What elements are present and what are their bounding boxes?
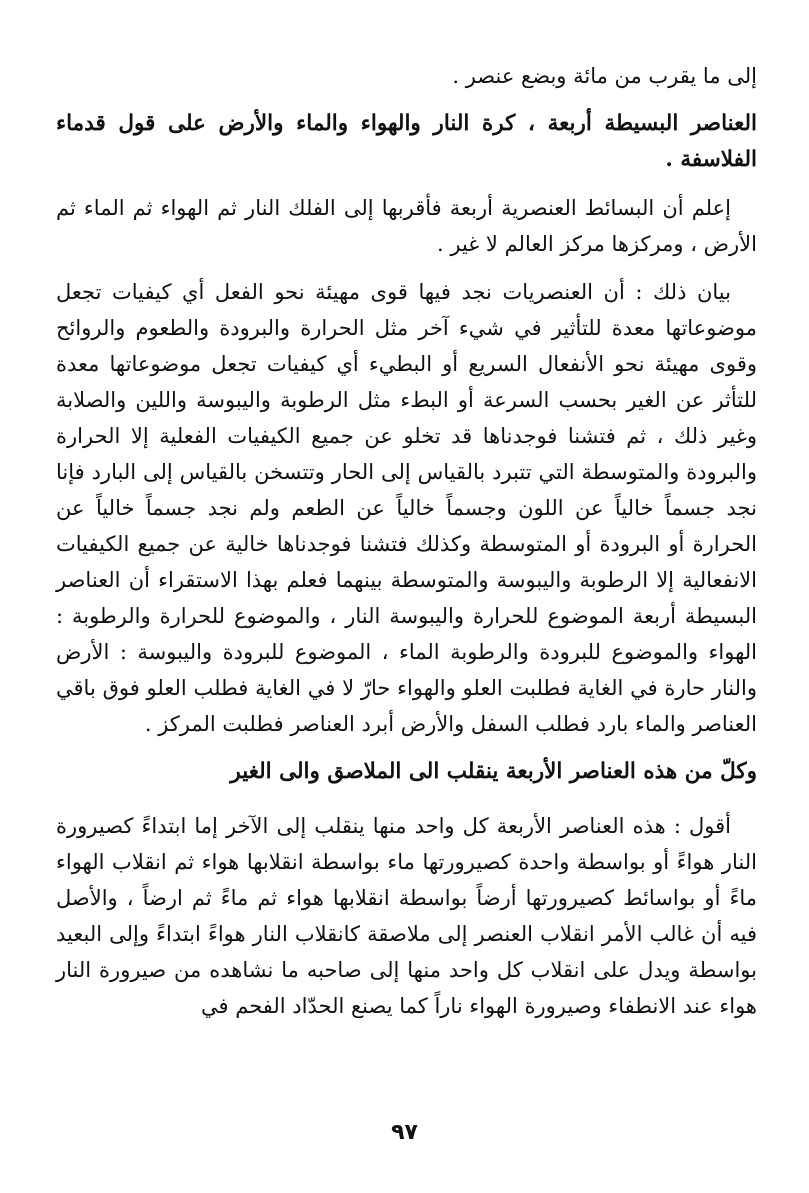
continuation-line: إلى ما يقرب من مائة وبضع عنصر . [452, 64, 757, 88]
section-heading-four-elements: العناصر البسيطة أربعة ، كرة النار والهواء والماء والأرض على قول قدماء الفلاسفة . [56, 111, 757, 172]
page-body [56, 58, 757, 1024]
paragraph-spheres-order: إعلم أن البسائط العنصرية أربعة فأقربها إلى الفلك النار ثم الهواء ثم الماء ثم الأرض ، ومركزها مركز العالم لا غير . [56, 196, 757, 256]
page-number: ٩٧ [391, 1120, 418, 1145]
section-heading-transformation: وكلّ من هذه العناصر الأربعة ينقلب الى الملاصق والى الغير [230, 759, 757, 784]
paragraph-transformation: أقول : هذه العناصر الأربعة كل واحد منها ينقلب إلى الآخر إما ابتداءً كصيرورة النار هواءً أو بواسطة واحدة كصيرورتها ماء بواسطة انقلابها هواء ثم انقلاب الهواء ماءً أو بواسائط كصيرورتها أرضاً بواسطة انقلابها هواء ثم ماءً ثم ارضاً ، والأصل فيه أن غالب الأمر انقلاب العنصر إلى ملاصقة كانقلاب النار هواءً ابتداءً وإلى البعيد بواسطة ويدل على انقلاب كل واحد منها إلى صاحبه ما نشاهده من صيرورة النار هواء عند الانطفاء وصيرورة الهواء ناراً كما يصنع الحدّاد الفحم في [56, 814, 757, 1018]
paragraph-explanation: بيان ذلك : أن العنصريات نجد فيها قوى مهيئة نحو الفعل أي كيفيات تجعل موضوعاتها معدة للتأثير في شيء آخر مثل الحرارة والبرودة والطعوم والروائح وقوى مهيئة نحو الأنفعال السريع أو البطيء أي كيفيات تجعل موضوعاتها معدة للتأثر عن الغير بحسب السرعة أو البطء مثل الرطوبة واليبوسة واللين والصلابة وغير ذلك ، ثم فتشنا فوجدناها قد تخلو عن جميع الكيفيات الفعلية إلا الحرارة والبرودة والمتوسطة التي تتبرد بالقياس إلى الحار وتتسخن بالقياس إلى البارد فإنا نجد جسماً خالياً عن اللون وجسماً خالياً عن الطعم ولم نجد جسماً خالياً عن الحرارة أو البرودة أو المتوسطة وكذلك فتشنا فوجدناها خالية عن جميع الكيفيات الانفعالية إلا الرطوبة واليبوسة والمتوسطة بينهما فعلم بهذا الاستقراء أن العناصر البسيطة أربعة الموضوع للحرارة واليبوسة النار ، والموضوع للحرارة والرطوبة : الهواء والموضوع للبرودة والرطوبة الماء ، الموضوع للبرودة واليبوسة : الأرض والنار حارة في الغاية فطلبت العلو والهواء حارّ لا في الغاية فطلب العلو فوق باقي العناصر والماء بارد فطلب السفل والأرض أبرد العناصر فطلبت المركز . [56, 280, 757, 736]
